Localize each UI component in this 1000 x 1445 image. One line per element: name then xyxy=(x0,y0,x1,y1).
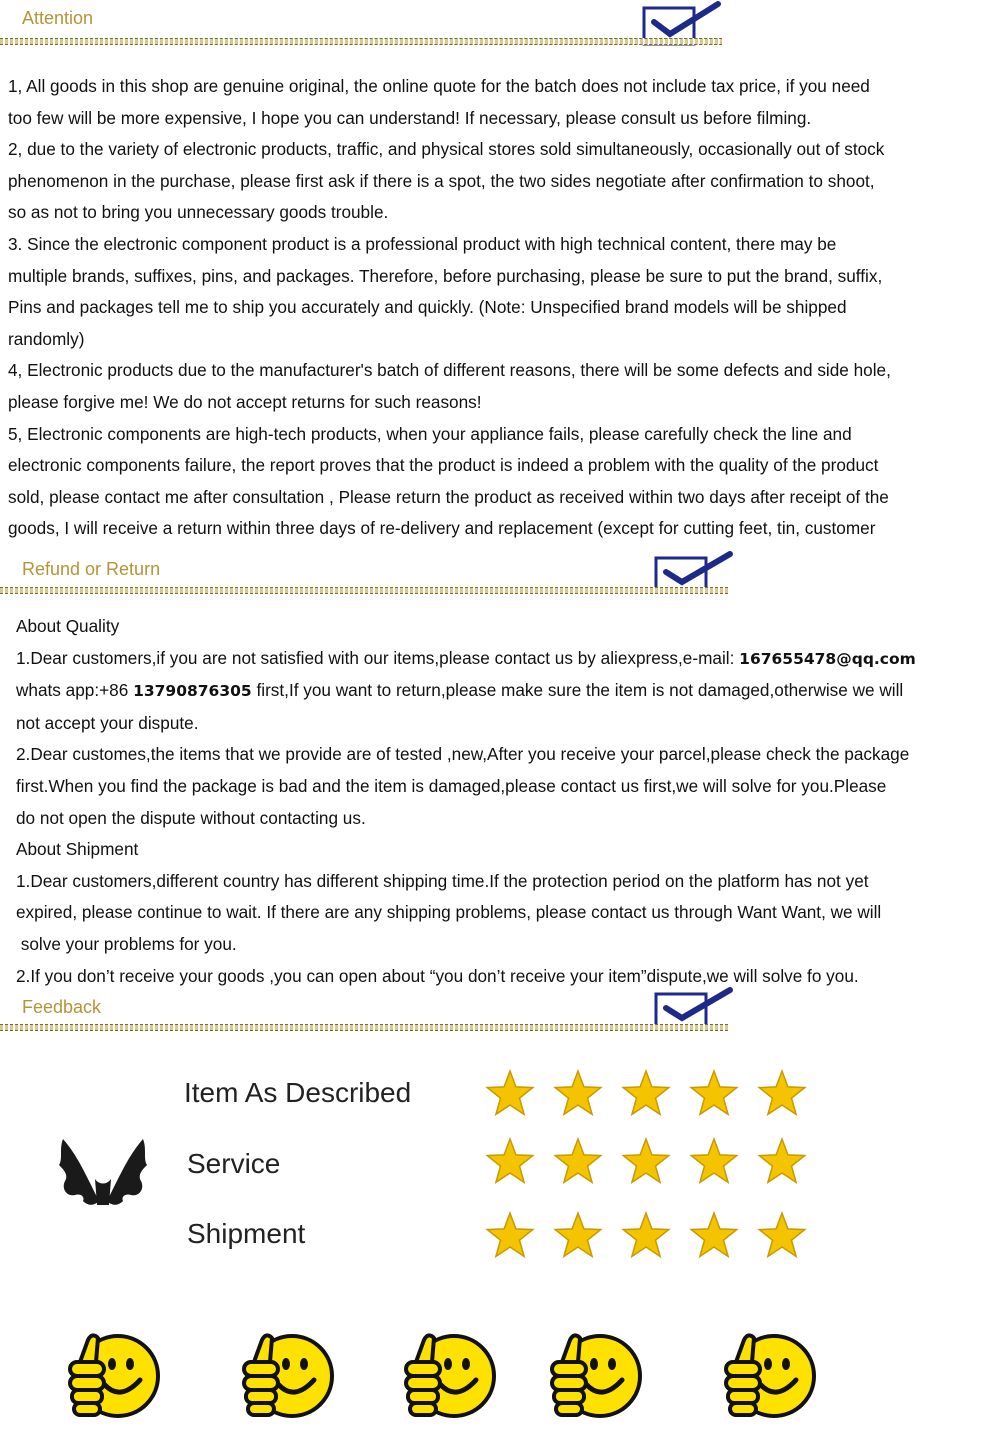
attention-divider xyxy=(0,38,722,45)
shipment-item-1: 1.Dear customers,different country has different shipping time.If the protection period on the platform has not yet xyxy=(16,870,869,891)
star-icon xyxy=(688,1136,740,1188)
star-icon xyxy=(620,1068,672,1120)
thumbs-up-smiley-icon xyxy=(232,1318,342,1428)
attention-line: goods, I will receive a return within three days of re-delivery and replacement (except for cutting feet, tin, customer xyxy=(8,518,876,539)
quality-item-1-text: 1.Dear customers,if you are not satisfied with our items,please contact us by aliexpress,e-mail: xyxy=(16,647,740,668)
attention-line: multiple brands, suffixes, pins, and packages. Therefore, before purchasing, please be sure to put the brand, suffix, xyxy=(8,265,883,286)
attention-body xyxy=(8,71,891,545)
attention-line: randomly) xyxy=(8,328,85,349)
star-icon xyxy=(484,1068,536,1120)
attention-title: Attention xyxy=(22,8,94,28)
shipment-item-1-cont: expired, please continue to wait. If there are any shipping problems, please contact us through Want Want, we will xyxy=(16,902,882,923)
star-rating-service xyxy=(484,1136,824,1188)
star-icon xyxy=(484,1136,536,1188)
quality-item-1-text: first,If you want to return,please make sure the item is not damaged,otherwise we will xyxy=(251,680,904,701)
attention-line: 3. Since the electronic component product is a professional product with high technical content, there may be xyxy=(8,233,837,254)
attention-line: so as not to bring you unnecessary goods trouble. xyxy=(8,202,389,223)
refund-body xyxy=(16,611,916,992)
whatsapp-label: whats app:+86 xyxy=(16,680,134,701)
about-quality-heading: About Quality xyxy=(16,616,120,636)
star-icon xyxy=(620,1136,672,1188)
thumbs-up-smiley-icon xyxy=(394,1318,504,1428)
attention-line: 2, due to the variety of electronic products, traffic, and physical stores sold simultaneously, occasionally out of stock xyxy=(8,139,885,160)
refund-title: Refund or Return xyxy=(22,559,161,579)
attention-line: 4, Electronic products due to the manufacturer's batch of different reasons, there will be some defects and side hole, xyxy=(8,360,891,381)
quality-item-2-cont: do not open the dispute without contacting us. xyxy=(16,807,366,828)
star-icon xyxy=(756,1210,808,1262)
star-icon xyxy=(688,1068,740,1120)
thumbs-up-smiley-icon xyxy=(714,1318,824,1428)
butterfly-logo-icon xyxy=(55,1135,150,1215)
star-rating-item-as-described xyxy=(484,1068,824,1120)
attention-line: too few will be more expensive, I hope you can understand! If necessary, please consult us before filming. xyxy=(8,107,812,128)
star-icon xyxy=(756,1136,808,1188)
about-shipment-heading: About Shipment xyxy=(16,839,139,860)
attention-line: sold, please contact me after consultation , Please return the product as received within two days after receipt of the xyxy=(8,486,889,507)
rating-label-shipment: Shipment xyxy=(187,1218,306,1249)
attention-line: 1, All goods in this shop are genuine original, the online quote for the batch does not include tax price, if you need xyxy=(8,76,870,96)
thumbs-up-smiley-icon xyxy=(58,1318,168,1428)
attention-line: Pins and packages tell me to ship you accurately and quickly. (Note: Unspecified brand models will be shipped xyxy=(8,297,847,318)
rating-label-item-as-described: Item As Described xyxy=(184,1077,412,1108)
quality-item-1-cont xyxy=(16,675,916,708)
star-icon xyxy=(620,1210,672,1262)
star-icon xyxy=(552,1068,604,1120)
feedback-title: Feedback xyxy=(22,997,102,1017)
star-icon xyxy=(552,1136,604,1188)
quality-item-1-cont: not accept your dispute. xyxy=(16,712,199,733)
attention-line: phenomenon in the purchase, please first ask if there is a spot, the two sides negotiate after confirmation to shoot, xyxy=(8,170,875,191)
shipment-item-2: 2.If you don’t receive your goods ,you can open about “you don’t receive your item”dispute,we will solve fo you. xyxy=(16,965,859,986)
attention-line: electronic components failure, the report proves that the product is indeed a problem with the quality of the product xyxy=(8,455,879,476)
star-icon xyxy=(688,1210,740,1262)
email-address: 167655478@qq.com xyxy=(739,649,916,668)
quality-item-2-cont: first.When you find the package is bad and the item is damaged,please contact us first,we will solve for you.Please xyxy=(16,775,887,796)
feedback-divider xyxy=(0,1024,728,1031)
rating-label-service: Service xyxy=(187,1148,281,1179)
star-rating-shipment xyxy=(484,1210,824,1262)
thumbs-up-smiley-row xyxy=(0,1318,1000,1428)
quality-item-2: 2.Dear customes,the items that we provide are of tested ,new,After you receive your parcel,please check the package xyxy=(16,744,910,765)
refund-divider xyxy=(0,587,728,594)
quality-item-1 xyxy=(16,643,916,676)
star-icon xyxy=(552,1210,604,1262)
attention-line: please forgive me! We do not accept returns for such reasons! xyxy=(8,391,482,412)
shipment-item-1-cont: solve your problems for you. xyxy=(16,933,237,954)
attention-line: 5, Electronic components are high-tech products, when your appliance fails, please carefully check the line and xyxy=(8,423,852,444)
star-icon xyxy=(484,1210,536,1262)
thumbs-up-smiley-icon xyxy=(540,1318,650,1428)
phone-number: 13790876305 xyxy=(133,682,252,701)
star-icon xyxy=(756,1068,808,1120)
